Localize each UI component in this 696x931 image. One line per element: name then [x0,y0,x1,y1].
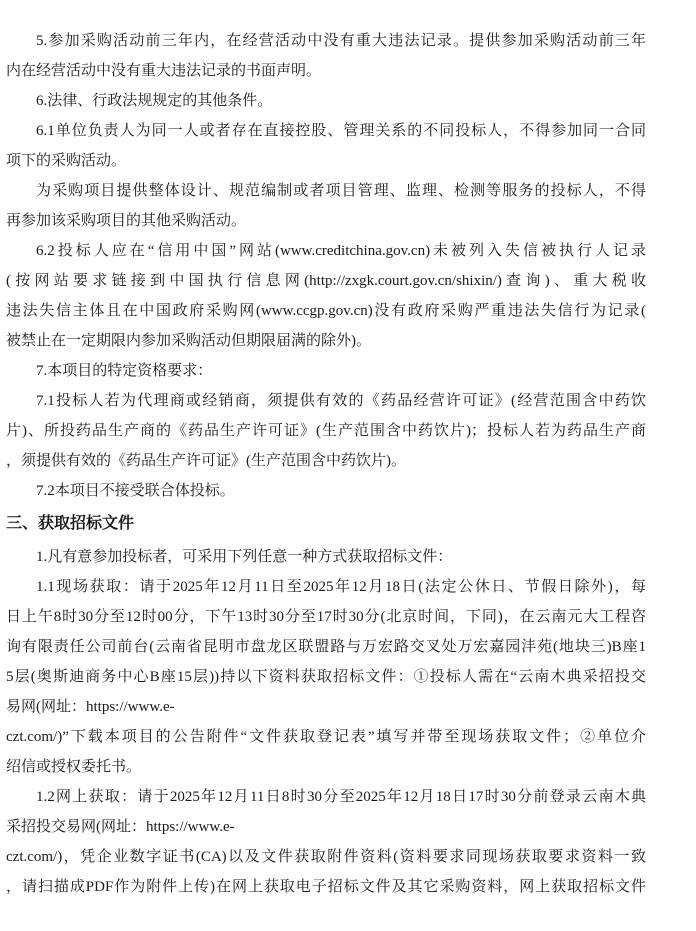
text-line: 为采购项目提供整体设计、规范编制或者项目管理、监理、检测等服务的投标人，不得 [36,183,646,199]
text-line: 再参加该采购项目的其他采购活动。 [6,213,247,229]
text-line: (按网站要求链接到中国执行信息网(http://zxgk.court.gov.cn/shixin/)查询)、重大税收 [6,273,646,289]
text-line: 1.1现场获取：请于2025年12月11日至2025年12月18日(法定公休日、节假日除外)，每 [36,579,646,595]
text-line: 项下的采购活动。 [6,153,127,169]
text-line: ，请扫描成PDF作为附件上传)在网上获取电子招标文件及其它采购资料，网上获取招标文件 [6,879,646,895]
text-line: 1.2网上获取：请于2025年12月11日8时30分至2025年12月18日17时30分前登录云南木典 [36,789,646,805]
text-line: czt.com/)”下载本项目的公告附件“文件获取登记表”填写并带至现场获取文件；②单位介 [6,729,646,745]
text-line: 易网(网址：https://www.e- [6,699,175,715]
text-line: 片)、所投药品生产商的《药品生产许可证》(生产范围含中药饮片)；投标人若为药品生产商 [6,423,646,439]
text-line: 6.法律、行政法规规定的其他条件。 [36,93,273,109]
text-line: czt.com/)，凭企业数字证书(CA)以及文件获取附件资料(资料要求同现场获取要求资料一致 [6,849,646,865]
text-line: 5层(奥斯迪商务中心B座15层))持以下资料获取招标文件：①投标人需在“云南木典采招投交 [6,669,646,685]
text-line: 7.本项目的特定资格要求： [36,363,213,379]
section-heading: 三、获取招标文件 [6,515,135,532]
text-line: 采招投交易网(网址：https://www.e- [6,819,235,835]
text-line: 5.参加采购活动前三年内，在经营活动中没有重大违法记录。提供参加采购活动前三年 [36,33,646,49]
text-line: 7.2本项目不接受联合体投标。 [36,483,235,499]
text-line: 6.1单位负责人为同一人或者存在直接控股、管理关系的不同投标人，不得参加同一合同 [36,123,646,139]
text-line: 绍信或授权委托书。 [6,759,142,775]
text-line: 日上午8时30分至12时00分，下午13时30分至17时30分(北京时间，下同)，在云南元大工程咨 [6,609,646,625]
text-line: 询有限责任公司前台(云南省昆明市盘龙区联盟路与万宏路交叉处万宏嘉园沣苑(地块三)B座1 [6,639,646,655]
text-line: 6.2投标人应在“信用中国”网站(www.creditchina.gov.cn)未被列入失信被执行人记录 [36,243,646,259]
text-line: 7.1投标人若为代理商或经销商，须提供有效的《药品经营许可证》(经营范围含中药饮 [36,393,646,409]
text-line: 违法失信主体且在中国政府采购网(www.ccgp.gov.cn)没有政府采购严重违法失信行为记录( [6,303,646,319]
text-line: 内在经营活动中没有重大违法记录的书面声明。 [6,63,322,79]
text-line: 1.凡有意参加投标者，可采用下列任意一种方式获取招标文件： [36,549,453,565]
text-line: 被禁止在一定期限内参加采购活动但期限届满的除外)。 [6,333,371,349]
text-line: ，须提供有效的《药品生产许可证》(生产范围含中药饮片)。 [6,453,406,469]
